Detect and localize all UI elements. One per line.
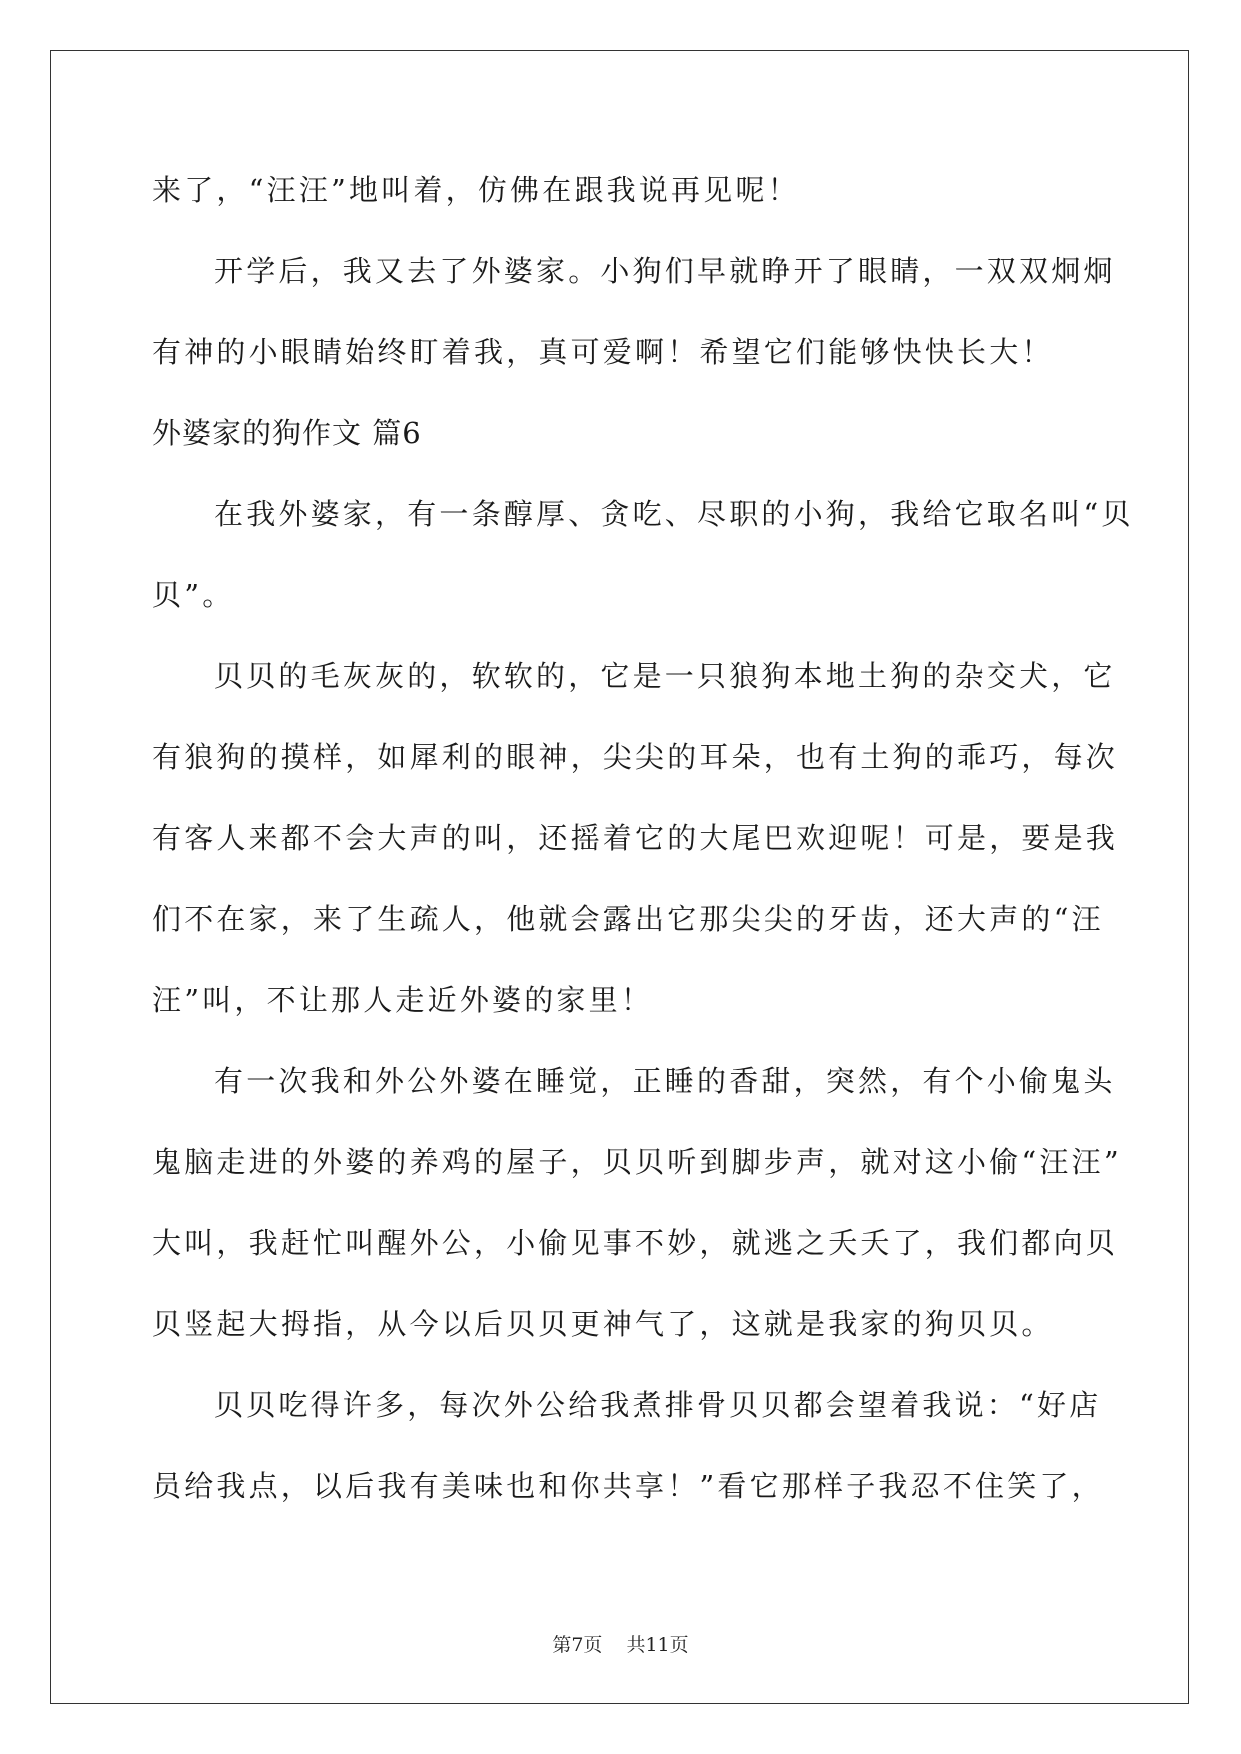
text-line: 大叫，我赶忙叫醒外公，小偷见事不妙，就逃之夭夭了，我们都向贝 xyxy=(152,1226,1119,1260)
document-body xyxy=(152,160,1134,1537)
text-line: 贝贝的毛灰灰的，软软的，它是一只狼狗本地土狗的杂交犬，它 xyxy=(214,659,1116,693)
text-line: 贝贝吃得许多，每次外公给我煮排骨贝贝都会望着我说：“好店 xyxy=(214,1388,1102,1422)
text-line: 鬼脑走进的外婆的养鸡的屋子，贝贝听到脚步声，就对这小偷“汪汪” xyxy=(152,1145,1122,1179)
text-line: 贝竖起大拇指，从今以后贝贝更神气了，这就是我家的狗贝贝。 xyxy=(152,1307,1054,1341)
text-line: 有狼狗的摸样，如犀利的眼神，尖尖的耳朵，也有土狗的乖巧，每次 xyxy=(152,740,1119,774)
section-heading: 外婆家的狗作文 篇6 xyxy=(152,416,422,450)
page-total: 共11页 xyxy=(626,1634,689,1656)
text-line: 汪”叫，不让那人走近外婆的家里！ xyxy=(152,983,654,1017)
text-line: 开学后，我又去了外婆家。小狗们早就睁开了眼睛，一双双炯炯 xyxy=(214,254,1116,288)
text-line: 来了，“汪汪”地叫着，仿佛在跟我说再见呢！ xyxy=(152,173,800,207)
text-line: 在我外婆家，有一条醇厚、贪吃、尽职的小狗，我给它取名叫“贝 xyxy=(214,497,1134,531)
text-line: 员给我点，以后我有美味也和你共享！”看它那样子我忍不住笑了， xyxy=(152,1469,1104,1503)
text-line: 有客人来都不会大声的叫，还摇着它的大尾巴欢迎呢！可是，要是我 xyxy=(152,821,1119,855)
page-number: 第7页 xyxy=(552,1634,603,1656)
text-line: 贝”。 xyxy=(152,578,235,612)
page-footer xyxy=(0,1630,1241,1657)
text-line: 有神的小眼睛始终盯着我，真可爱啊！希望它们能够快快长大！ xyxy=(152,335,1054,369)
text-line: 们不在家，来了生疏人，他就会露出它那尖尖的牙齿，还大声的“汪 xyxy=(152,902,1104,936)
text-line: 有一次我和外公外婆在睡觉，正睡的香甜，突然，有个小偷鬼头 xyxy=(214,1064,1116,1098)
